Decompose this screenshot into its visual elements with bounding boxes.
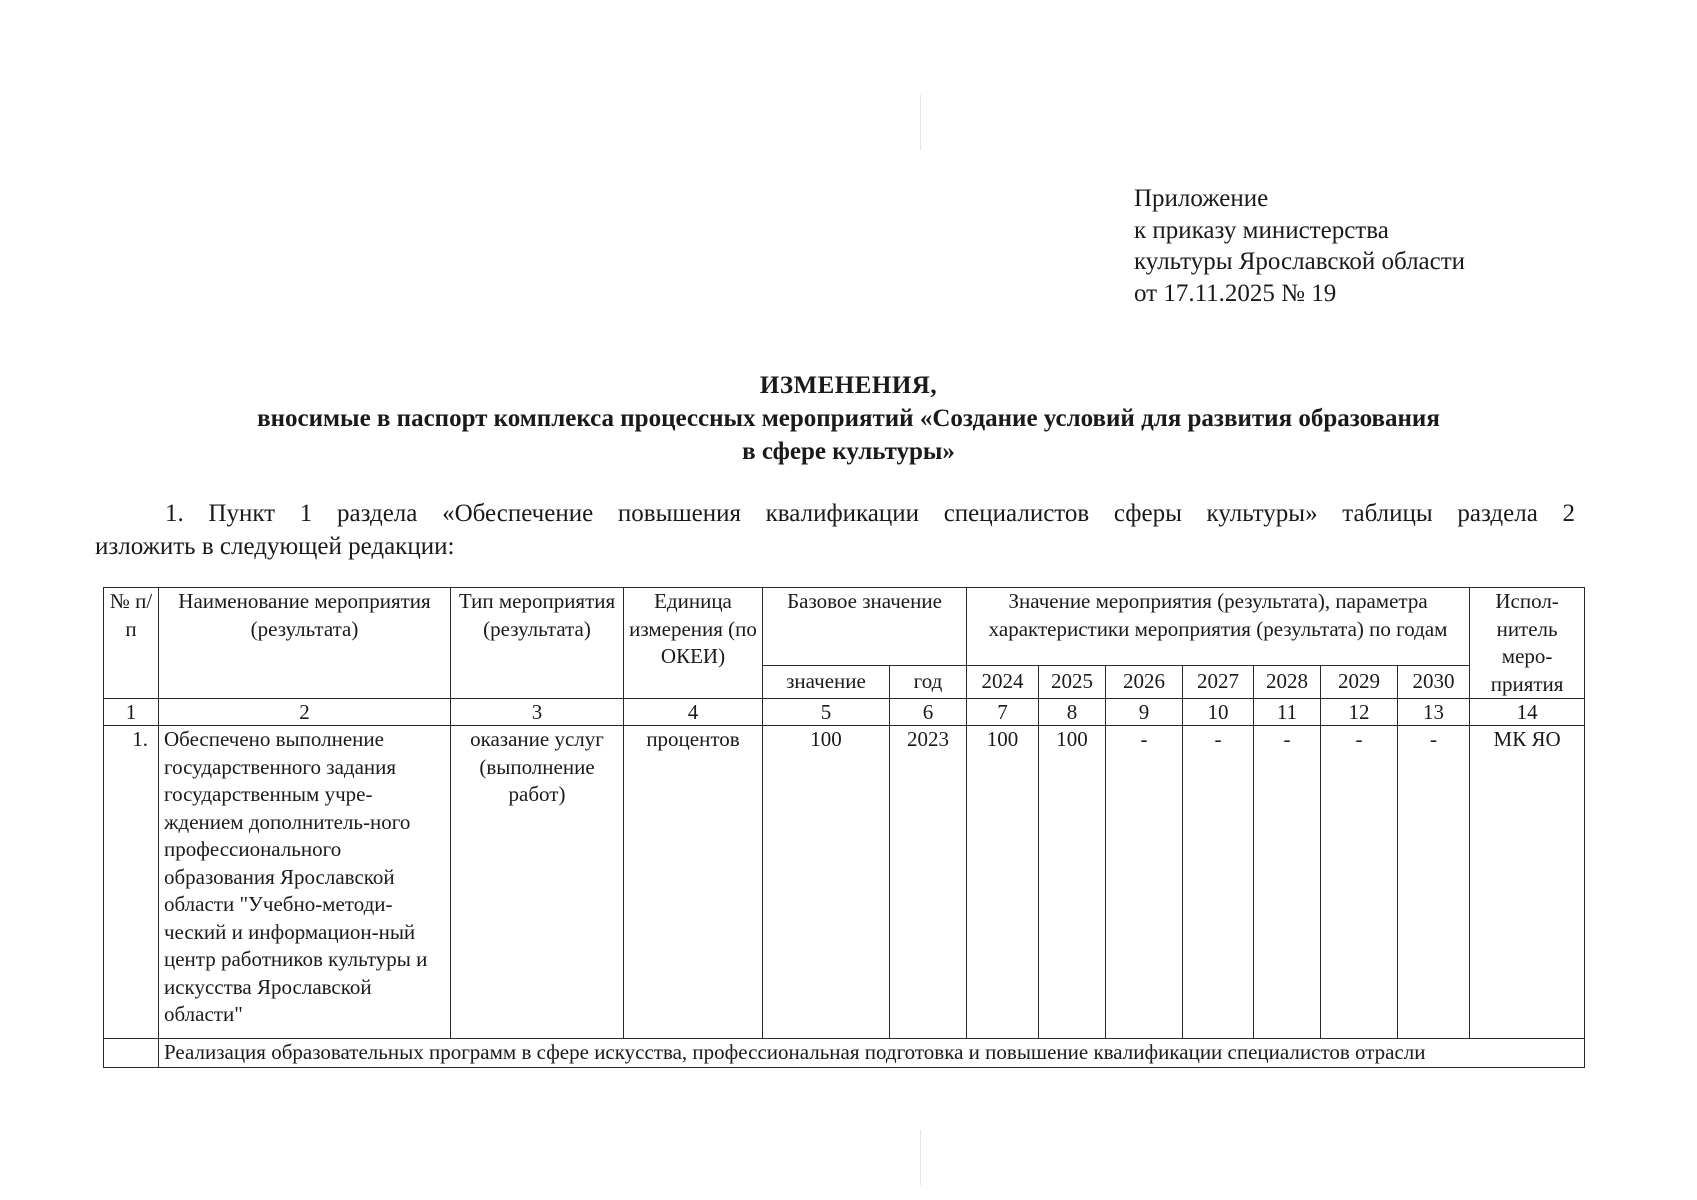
header-year: 2024 xyxy=(967,666,1039,699)
column-number: 4 xyxy=(624,699,763,726)
row-value-2024: 100 xyxy=(967,726,1039,1039)
row-value-2025: 100 xyxy=(1039,726,1106,1039)
header-base: Базовое значение xyxy=(763,588,967,666)
header-unit: Единица измерения (по ОКЕИ) xyxy=(624,588,763,699)
appendix-line: от 17.11.2025 № 19 xyxy=(1134,279,1337,307)
appendix-line: Приложение xyxy=(1134,185,1269,212)
column-number: 8 xyxy=(1039,699,1106,726)
column-number: 9 xyxy=(1106,699,1183,726)
scan-fold-line xyxy=(920,95,921,150)
footer-note: Реализация образовательных программ в сфере искусства, профессиональная подготовка и повышение квалификации специалистов отрасли xyxy=(159,1039,1585,1068)
column-number: 10 xyxy=(1183,699,1254,726)
document-subtitle: вносимые в паспорт комплекса процессных мероприятий «Создание условий для развития образования xyxy=(257,405,1440,432)
header-values: Значение мероприятия (результата), параметра характеристики мероприятия (результата) по годам xyxy=(967,588,1470,666)
column-numbers-row xyxy=(104,699,1585,726)
row-name: Обеспечено выполнение государственного задания государственным учре-ждением дополнитель-ного профессионального образования Ярославской области "Учебно-методи-ческий и информацион-ный центр работников культуры и искусства Ярославской области" xyxy=(159,726,451,1039)
column-number: 1 xyxy=(104,699,159,726)
row-base-year: 2023 xyxy=(890,726,967,1039)
intro-line: изложить в следующей редакции: xyxy=(95,533,455,560)
row-value-2027: - xyxy=(1183,726,1254,1039)
header-year: 2026 xyxy=(1106,666,1183,699)
header-base-value: значение xyxy=(763,666,890,699)
header-name: Наименование мероприятия (результата) xyxy=(159,588,451,699)
column-number: 13 xyxy=(1398,699,1470,726)
header-year: 2027 xyxy=(1183,666,1254,699)
header-type: Тип мероприятия (результата) xyxy=(451,588,624,699)
changes-table xyxy=(103,587,1585,1068)
column-number: 7 xyxy=(967,699,1039,726)
column-number: 6 xyxy=(890,699,967,726)
appendix-block xyxy=(1134,183,1465,309)
row-num: 1. xyxy=(104,726,159,1039)
row-value-2028: - xyxy=(1254,726,1321,1039)
table-footer-row xyxy=(104,1039,1585,1068)
scan-fold-line xyxy=(920,1130,921,1185)
row-executor: МК ЯО xyxy=(1470,726,1585,1039)
header-year: 2028 xyxy=(1254,666,1321,699)
row-type: оказание услуг (выполнение работ) xyxy=(451,726,624,1039)
footer-blank-cell xyxy=(104,1039,159,1068)
intro-line: 1. Пункт 1 раздела «Обеспечение повышения квалификации специалистов сферы культуры» таблицы раздела 2 xyxy=(165,500,1575,527)
document-title: ИЗМЕНЕНИЯ, xyxy=(759,372,938,399)
header-year: 2025 xyxy=(1039,666,1106,699)
row-unit: процентов xyxy=(624,726,763,1039)
table-row xyxy=(104,726,1585,1039)
intro-paragraph xyxy=(95,497,1575,563)
header-year: 2029 xyxy=(1321,666,1398,699)
header-base-year: год xyxy=(890,666,967,699)
column-number: 5 xyxy=(763,699,890,726)
column-number: 12 xyxy=(1321,699,1398,726)
column-number: 3 xyxy=(451,699,624,726)
header-num: № п/п xyxy=(104,588,159,699)
appendix-line: к приказу министерства xyxy=(1134,216,1389,244)
row-value-2029: - xyxy=(1321,726,1398,1039)
row-value-2026: - xyxy=(1106,726,1183,1039)
header-executor: Испол-нитель меро-приятия xyxy=(1470,588,1585,699)
appendix-line: культуры Ярославской области xyxy=(1134,248,1466,275)
row-base-value: 100 xyxy=(763,726,890,1039)
column-number: 11 xyxy=(1254,699,1321,726)
column-number: 2 xyxy=(159,699,451,726)
header-row xyxy=(104,588,1585,666)
header-year: 2030 xyxy=(1398,666,1470,699)
column-number: 14 xyxy=(1470,699,1585,726)
document-subtitle-cont: в сфере культуры» xyxy=(742,438,955,465)
row-value-2030: - xyxy=(1398,726,1470,1039)
